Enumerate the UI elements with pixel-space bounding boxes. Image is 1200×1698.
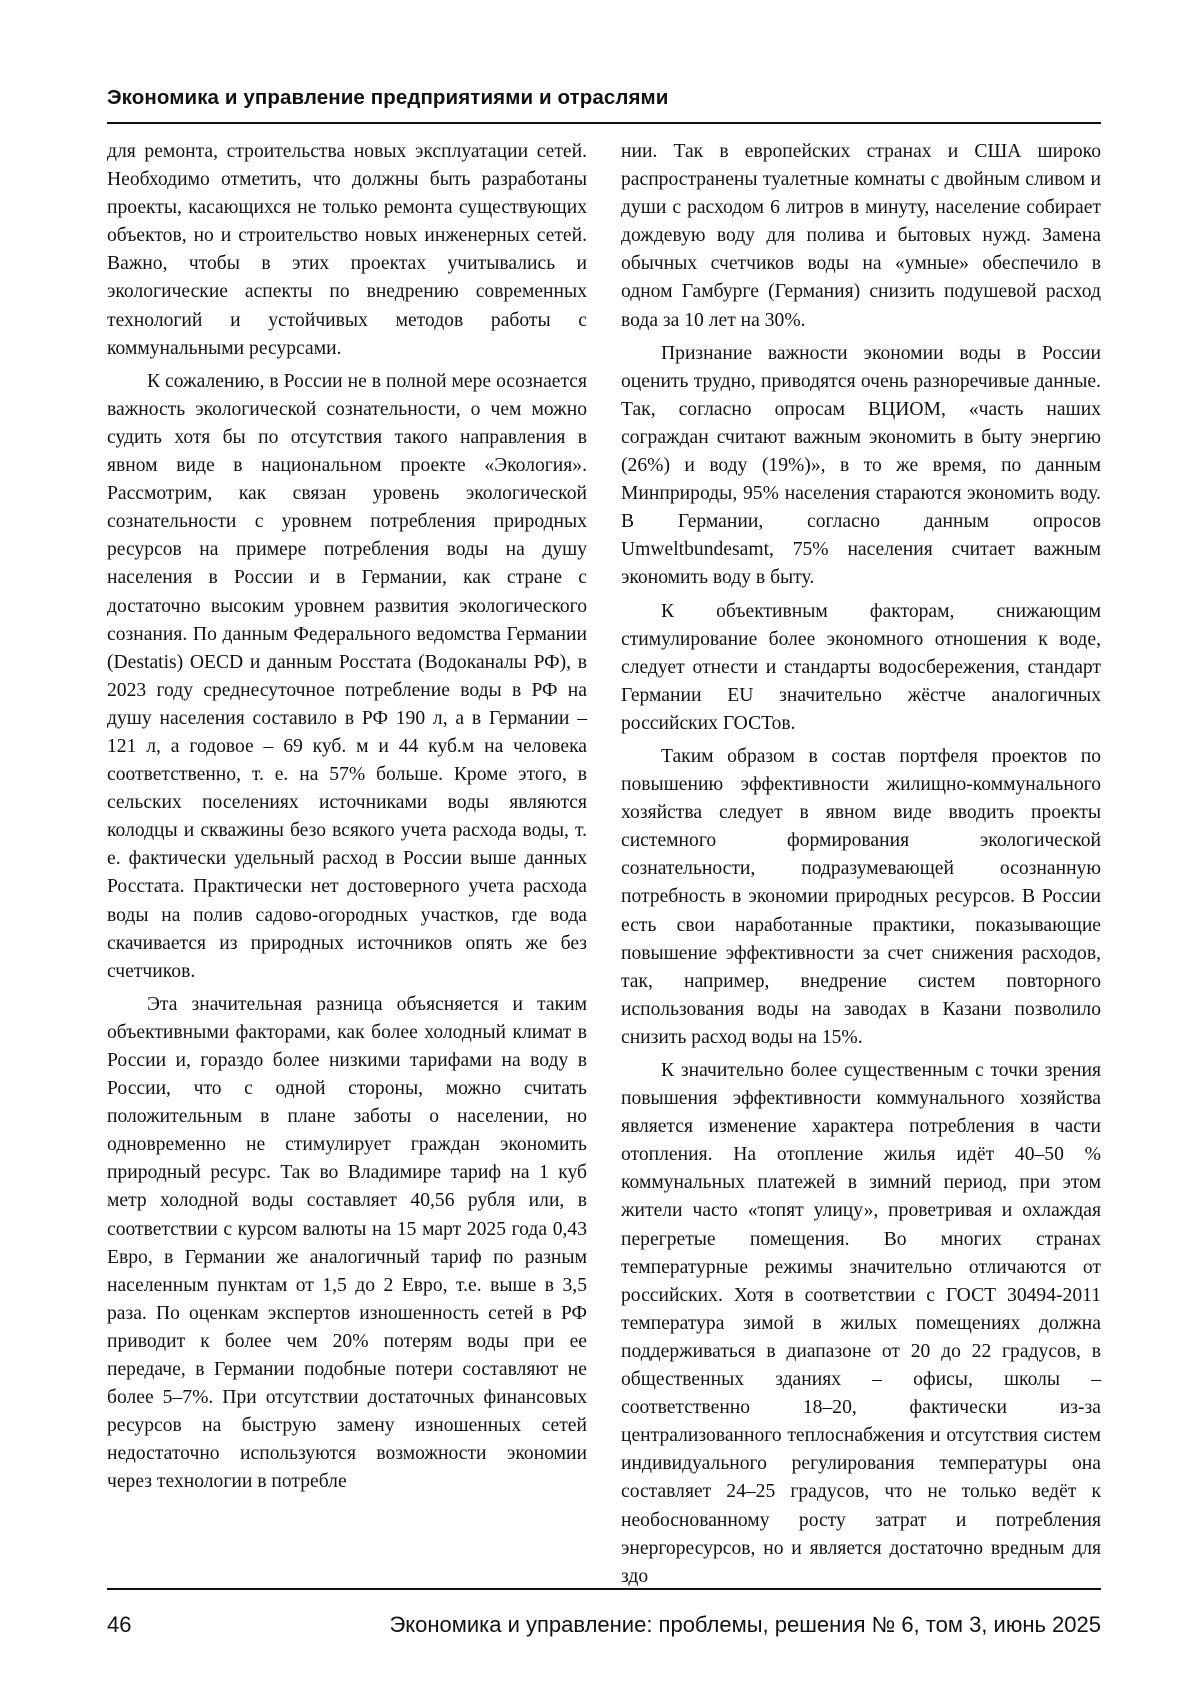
paragraph: Таким образом в состав портфеля проектов по повышению эффективности жилищно-коммунального хозяйства следует в явном виде вводить проекты системного формирования экологической сознательности, подразумевающей осознанную потребность в экономии природных ресурсов. В России есть свои наработанные практики, показывающие повышение эффективности за счет снижения расходов, так, например, внедрение систем повторного использования воды на заводах в Казани позволило снизить расход воды на 15%. bbox=[621, 745, 1101, 1048]
right-column bbox=[621, 138, 1101, 1591]
paragraph: К сожалению, в России не в полной мере осознается важность экологической сознательности, о чем можно судить хотя бы по отсутствия такого направления в явном виде в национальном проекте «Экология». Рассмотрим, как связан уровень экологической сознательности с уровнем потребления природных ресурсов на примере потребления воды на душу населения в России и в Германии, как стране с достаточно высоким уровнем развития экологического сознания. По данным Федерального ведомства Германии (Destatis) OECD и данным Росстата (Водоканалы РФ), в 2023 году среднесуточное потребление воды в РФ на душу населения составило в РФ 190 л, а в Германии – 121 л, а годовое – 69 куб. м и 44 куб.м на человека соответственно, т. е. на 57% больше. Кроме этого, в сельских поселениях источниками воды являются колодцы и скважины безо всякого учета расхода воды, т. е. фактически удельный расход в России выше данных Росстата. Практически нет достоверного учета расхода воды на полив садово-огородных участков, где вода скачивается из природных источников опять же без счетчиков. bbox=[107, 370, 587, 982]
header-rule bbox=[107, 122, 1101, 124]
paragraph: К значительно более существенным с точки зрения повышения эффективности коммунального хозяйства является изменение характера потребления в части отопления. На отопление жилья идёт 40–50 % коммунальных платежей в зимний период, при этом жители часто «топят улицу», проветривая и охлаждая перегретые помещения. Во многих странах температурные режимы значительно отличаются от российских. Хотя в соответствии с ГОСТ 30494-2011 температура зимой в жилых помещениях должна поддерживаться в диапазоне от 20 до 22 градусов, в общественных зданиях – офисы, школы – соответственно 18–20, фактически из-за централизованного теплоснабжения и отсутствия систем индивидуального регулирования температуры она составляет 24–25 градусов, что не только ведёт к необоснованному росту затрат и потребления энергоресурсов, но и является достаточно вредным для здо bbox=[621, 1060, 1101, 1587]
paragraph: Эта значительная разница объясняется и таким объективными факторами, как более холодный климат в России и, гораздо более низкими тарифами на воду в России, что с одной стороны, можно считать положительным в плане заботы о населении, но одновременно не стимулирует граждан экономить природный ресурс. Так во Владимире тариф на 1 куб метр холодной воды составляет 40,56 рубля или, в соответствии с курсом валюты на 15 март 2025 года 0,43 Евро, в Германии же аналогичный тариф по разным населенным пунктам от 1,5 до 2 Евро, т.е. выше в 3,5 раза. По оценкам экспертов изношенность сетей в РФ приводит к более чем 20% потерям воды при ее передаче, в Германии подобные потери составляют не более 5–7%. При отсутствии достаточных финансовых ресурсов на быструю замену изношенных сетей недостаточно используются возможности экономии через технологии в потребле bbox=[107, 993, 587, 1493]
footer-rule bbox=[107, 1588, 1101, 1590]
paragraph: нии. Так в европейских странах и США широко распространены туалетные комнаты с двойным сливом и души с расходом 6 литров в минуту, население собирает дождевую воду для полива и бытовых нужд. Замена обычных счетчиков воды на «умные» обеспечило в одном Гамбурге (Германия) снизить подушевой расход вода за 10 лет на 30%. bbox=[621, 141, 1101, 331]
paragraph: для ремонта, строительства новых эксплуатации сетей. Необходимо отметить, что должны быть разработаны проекты, касающихся не только ремонта существующих объектов, но и строительство новых инженерных сетей. Важно, чтобы в этих проектах учитывались и экологические аспекты по внедрению современных технологий и устойчивых методов работы с коммунальными ресурсами. bbox=[107, 141, 587, 359]
journal-citation: Экономика и управление: проблемы, решения № 6, том 3, июнь 2025 bbox=[389, 1612, 1101, 1637]
running-header-title: Экономика и управление предприятиями и отраслями bbox=[107, 86, 669, 109]
paragraph: Признание важности экономии воды в России оценить трудно, приводятся очень разноречивые данные. Так, согласно опросам ВЦИОМ, «часть наших сограждан считают важным экономить в быту энергию (26%) и воду (19%)», в то же время, по данным Минприроды, 95% населения стараются экономить воду. В Германии, согласно данным опросов Umweltbundesamt, 75% населения считает важным экономить воду в быту. bbox=[621, 342, 1101, 589]
left-column bbox=[107, 138, 587, 1497]
paragraph: К объективным факторам, снижающим стимулирование более экономного отношения к воде, следует отнести и стандарты водосбережения, стандарт Германии EU значительно жёстче аналогичных российских ГОСТов. bbox=[621, 600, 1101, 734]
page-number: 46 bbox=[107, 1612, 132, 1637]
